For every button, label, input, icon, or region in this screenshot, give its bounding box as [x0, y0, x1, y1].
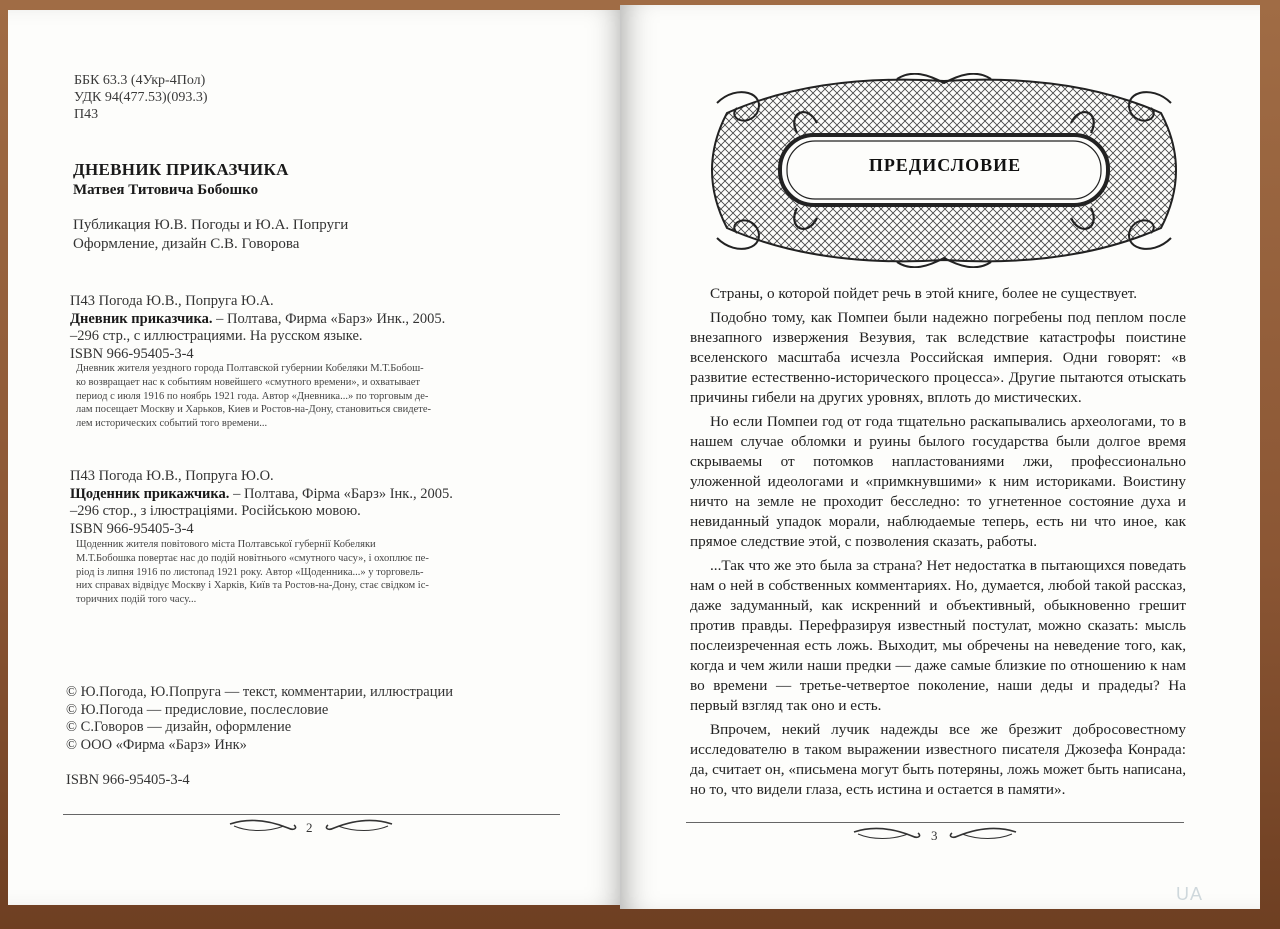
catalog-entry-ru	[70, 293, 445, 363]
preface-paragraph: Но если Помпеи год от года тщательно раскапывались археологами, то в нашем случае обломки и руины былого государства были долгое время скрываемы от потомков напластованиями лжи, профессионально уложенной идеологами и «примкнувшими» к ним историками. Воистину ничто на земле не проходит бесследно: то угнетенное состояние духа и невиданный упадок морали, наблюдаемые теперь, есть ни что иное, как прямое следствие этой, с позволения сказать, работы.	[690, 413, 1186, 550]
abstract-ua-line: торичних подій того часу...	[76, 594, 197, 606]
abstract-ru-line: ко возвращает нас к событиям новейшего «смутного времени», и охватывает	[76, 376, 420, 388]
entry-ru-title: Дневник приказчика.	[70, 310, 213, 327]
left-page	[8, 10, 620, 905]
abstract-ua-line: ріод із липня 1916 по листопад 1921 року. Автор «Щоденника...» у торговель-	[76, 566, 424, 578]
entry-ua-title: Щоденник прикажчика.	[70, 485, 230, 502]
abstract-ua-line: Щоденник жителя повітового міста Полтавської губернії Кобеляки	[76, 539, 376, 550]
book-title: ДНЕВНИК ПРИКАЗЧИКА	[73, 160, 289, 179]
author-mark: П43	[74, 107, 99, 122]
watermark: UA	[1176, 884, 1204, 904]
entry-ru-authors: П43 Погода Ю.В., Попруга Ю.А.	[70, 293, 274, 309]
preface-paragraph: Впрочем, некий лучик надежды все же брезжит добросовестному исследователю в таком выражении известного писателя Джозефа Конрада: да, считает он, «письмена могут быть потеряны, ложь может быть написана, но то, что видели глаза, есть истина и остается в памяти».	[690, 721, 1186, 798]
credit-design: Оформление, дизайн С.В. Говорова	[73, 236, 300, 252]
udk-code: УДК 94(477.53)(093.3)	[74, 90, 208, 105]
entry-ru-isbn: ISBN 966-95405-3-4	[70, 345, 194, 362]
footer-rule	[686, 822, 1184, 823]
bbk-code: ББК 63.3 (4Укр-4Пол)	[74, 73, 206, 88]
entry-ua-pages: –296 стор., з ілюстраціями. Російською мовою.	[70, 503, 361, 519]
abstract-ru	[76, 362, 566, 431]
preface-text	[690, 284, 1186, 800]
credit-publication: Публикация Ю.В. Погоды и Ю.А. Попруги	[73, 217, 349, 233]
entry-ru-publisher: – Полтава, Фирма «Барз» Инк., 2005.	[212, 310, 446, 327]
entry-ru-title-line	[70, 311, 445, 329]
preface-paragraph: Подобно тому, как Помпеи были надежно погребены под пеплом после внезапного извержения Везувия, так вследствие катастрофы поистине вселенского масштаба исчезла Российская империя. Одни говорят: «в развитие естественно-исторического процесса». Другие пытаются отыскать причины гибели на других уровнях, вплоть до мистических.	[690, 309, 1186, 406]
copyright-line: © Ю.Погода — предисловие, послесловие	[66, 701, 329, 718]
page-number-left: 2	[306, 820, 313, 835]
preface-paragraph: ...Так что же это была за страна? Нет недостатка в пытающихся поведать нам о ней в собственных комментариях. Но, думается, любой такой рассказ, даже задуманный, как искренний и объективный, обыкновенно грешит против правды. Перефразируя известный постулат, можно сказать: мысль послеизреченная есть ложь. Выходит, мы обречены на неведение того, как, когда и чем жили наши предки — даже самые близкие по отношению к нам во времени — третье-четвертое поколение, наши деды и прадеды? На первый взгляд так оно и есть.	[690, 557, 1186, 714]
copyright-block	[66, 684, 453, 754]
abstract-ua-line: М.Т.Бобошка повертає нас до подій новітнього «смутного часу», і охоплює пе-	[76, 552, 429, 564]
copyright-line: © ООО «Фирма «Барз» Инк»	[66, 736, 247, 753]
footer-rule	[63, 814, 560, 815]
chapter-title: ПРЕДИСЛОВИЕ	[868, 155, 1022, 175]
entry-ru-pages: –296 стр., с иллюстрациями. На русском языке.	[70, 328, 363, 344]
page-number-right: 3	[931, 828, 938, 843]
abstract-ru-line: лам посещает Москву и Харьков, Киев и Ростов-на-Дону, становиться свидете-	[76, 404, 431, 416]
copyright-line: © Ю.Погода, Ю.Попруга — текст, комментарии, иллюстрации	[66, 684, 453, 700]
book-author: Матвея Титовича Бобошко	[73, 182, 259, 198]
credits	[73, 216, 348, 254]
abstract-ru-line: лем исторических событий того времени...	[76, 418, 268, 430]
entry-ua-authors: П43 Погода Ю.В., Попруга Ю.О.	[70, 468, 274, 484]
copyright-line: © С.Говоров — дизайн, оформление	[66, 719, 292, 735]
preface-paragraph: Страны, о которой пойдет речь в этой книге, более не существует.	[710, 285, 1138, 302]
isbn: ISBN 966-95405-3-4	[66, 772, 190, 788]
abstract-ua	[76, 538, 566, 607]
abstract-ru-line: период с июля 1916 по ноябрь 1921 года. Автор «Дневника...» по торговым де-	[76, 390, 429, 402]
classification-codes	[74, 72, 208, 123]
abstract-ua-line: них справах відвідує Москву і Харків, Київ та Ростов-на-Дону, стає свідком іс-	[76, 580, 429, 592]
entry-ua-publisher: – Полтава, Фірма «Барз» Інк., 2005.	[229, 485, 453, 502]
catalog-entry-ua	[70, 468, 453, 538]
entry-ua-title-line	[70, 486, 453, 504]
entry-ua-isbn: ISBN 966-95405-3-4	[70, 520, 194, 537]
abstract-ru-line: Дневник жителя уездного города Полтавской губернии Кобеляки М.Т.Бобош-	[76, 363, 424, 374]
